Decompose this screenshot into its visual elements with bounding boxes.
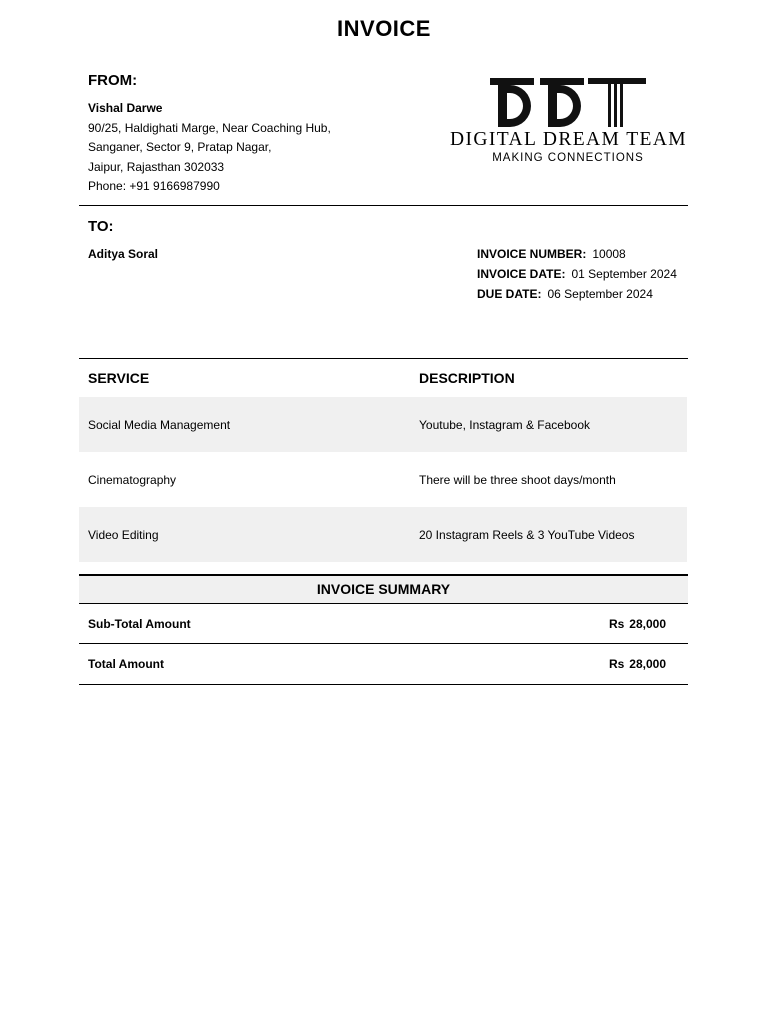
service-column-header: SERVICE: [88, 370, 150, 386]
table-row: [79, 397, 687, 452]
total-label: Total Amount: [88, 657, 164, 671]
service-cell: Video Editing: [88, 527, 159, 542]
services-table: [79, 359, 687, 562]
description-column-header: DESCRIPTION: [419, 370, 515, 386]
divider-bottom: [79, 684, 688, 685]
company-name: DIGITAL DREAM TEAM: [450, 129, 688, 150]
due-date-label: DUE DATE:: [477, 286, 542, 301]
total-amount: [609, 657, 688, 671]
total-currency: Rs: [608, 657, 625, 671]
table-row: [79, 507, 687, 562]
service-cell: Cinematography: [88, 472, 177, 487]
invoice-date-value: 01 September 2024: [571, 266, 677, 281]
subtotal-amount: [609, 617, 688, 631]
total-value: 28,000: [629, 657, 666, 671]
sender-address-line-3: Jaipur, Rajasthan 302033: [88, 159, 225, 174]
subtotal-label: Sub-Total Amount: [88, 617, 191, 631]
sender-address-line-2: Sanganer, Sector 9, Pratap Nagar,: [88, 140, 272, 154]
invoice-number-label: INVOICE NUMBER:: [477, 247, 587, 261]
company-logo: [450, 74, 686, 164]
invoice-number-row: [477, 245, 677, 265]
to-heading: TO:: [88, 218, 114, 235]
from-section: [88, 72, 331, 197]
invoice-title: INVOICE: [337, 16, 431, 41]
summary-title: INVOICE SUMMARY: [79, 576, 688, 603]
subtotal-row: [79, 604, 688, 644]
description-cell: There will be three shoot days/month: [419, 472, 616, 487]
sender-address-line-1: 90/25, Haldighati Marge, Near Coaching Hub,: [88, 120, 331, 135]
ddt-logo-mark-icon: [488, 74, 648, 128]
services-header-row: [79, 359, 687, 397]
due-date-value: 06 September 2024: [547, 286, 653, 301]
company-tagline: MAKING CONNECTIONS: [492, 152, 644, 164]
description-cell: 20 Instagram Reels & 3 YouTube Videos: [419, 527, 635, 542]
subtotal-currency: Rs: [608, 617, 625, 631]
sender-phone: Phone: +91 9166987990: [88, 179, 220, 193]
from-heading: FROM:: [88, 72, 138, 89]
subtotal-value: 28,000: [629, 617, 666, 631]
invoice-meta: [477, 245, 677, 304]
invoice-date-row: [477, 265, 677, 285]
due-date-row: [477, 285, 677, 305]
to-section: [88, 218, 158, 265]
total-row: [79, 644, 688, 684]
table-row: [79, 452, 687, 507]
invoice-number-value: 10008: [592, 247, 626, 261]
sender-name: Vishal Darwe: [88, 101, 163, 115]
recipient-name: Aditya Soral: [88, 247, 159, 261]
invoice-date-label: INVOICE DATE:: [477, 266, 566, 281]
description-cell: Youtube, Instagram & Facebook: [419, 417, 590, 432]
service-cell: Social Media Management: [88, 417, 231, 432]
divider-top: [79, 205, 688, 206]
